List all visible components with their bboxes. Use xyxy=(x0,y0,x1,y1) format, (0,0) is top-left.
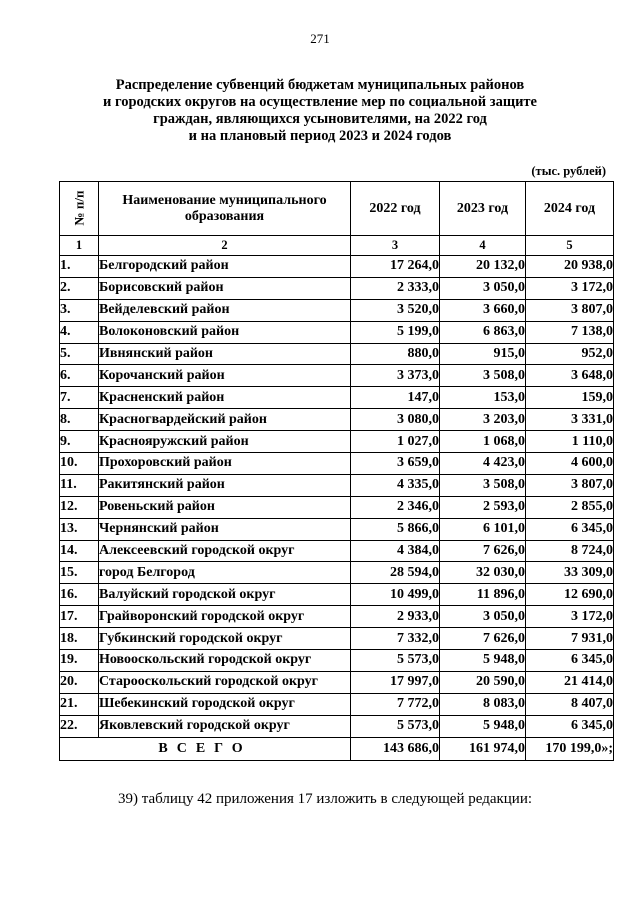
header-2023: 2023 год xyxy=(440,182,526,236)
value-2022: 3 080,0 xyxy=(351,409,440,431)
municipality-name: Краснояружский район xyxy=(99,431,351,453)
row-number: 22. xyxy=(60,715,99,737)
row-number: 15. xyxy=(60,562,99,584)
column-number: 5 xyxy=(526,236,614,256)
value-2024: 3 648,0 xyxy=(526,365,614,387)
value-2023: 5 948,0 xyxy=(440,650,526,672)
value-2024: 12 690,0 xyxy=(526,584,614,606)
value-2023: 8 083,0 xyxy=(440,693,526,715)
table-row xyxy=(60,474,614,496)
column-number: 2 xyxy=(99,236,351,256)
header-2024: 2024 год xyxy=(526,182,614,236)
value-2024: 20 938,0 xyxy=(526,256,614,278)
value-2022: 4 384,0 xyxy=(351,540,440,562)
value-2022: 7 772,0 xyxy=(351,693,440,715)
row-number: 12. xyxy=(60,496,99,518)
value-2024: 6 345,0 xyxy=(526,715,614,737)
table-row xyxy=(60,321,614,343)
municipality-name: Борисовский район xyxy=(99,277,351,299)
table-row xyxy=(60,540,614,562)
value-2022: 5 199,0 xyxy=(351,321,440,343)
value-2024: 7 138,0 xyxy=(526,321,614,343)
municipality-name: Чернянский район xyxy=(99,518,351,540)
table-row xyxy=(60,562,614,584)
total-row xyxy=(60,737,614,760)
title-line: и на плановый период 2023 и 2024 годов xyxy=(188,128,452,144)
value-2024: 3 172,0 xyxy=(526,606,614,628)
value-2024: 8 724,0 xyxy=(526,540,614,562)
table-row xyxy=(60,365,614,387)
table-row xyxy=(60,343,614,365)
table-row xyxy=(60,693,614,715)
table-row xyxy=(60,650,614,672)
value-2022: 2 346,0 xyxy=(351,496,440,518)
value-2023: 7 626,0 xyxy=(440,540,526,562)
value-2023: 3 203,0 xyxy=(440,409,526,431)
value-2023: 3 508,0 xyxy=(440,365,526,387)
table-row xyxy=(60,671,614,693)
value-2023: 2 593,0 xyxy=(440,496,526,518)
value-2024: 6 345,0 xyxy=(526,650,614,672)
value-2024: 159,0 xyxy=(526,387,614,409)
value-2024: 4 600,0 xyxy=(526,453,614,475)
municipality-name: Белгородский район xyxy=(99,256,351,278)
row-number: 10. xyxy=(60,453,99,475)
row-number: 9. xyxy=(60,431,99,453)
table-row xyxy=(60,584,614,606)
value-2023: 32 030,0 xyxy=(440,562,526,584)
value-2022: 7 332,0 xyxy=(351,628,440,650)
header-name: Наименование муниципального образования xyxy=(99,182,351,236)
table-row xyxy=(60,453,614,475)
table-row xyxy=(60,628,614,650)
row-number: 18. xyxy=(60,628,99,650)
row-number: 3. xyxy=(60,299,99,321)
value-2024: 3 331,0 xyxy=(526,409,614,431)
value-2024: 2 855,0 xyxy=(526,496,614,518)
table-row xyxy=(60,518,614,540)
value-2024: 21 414,0 xyxy=(526,671,614,693)
value-2022: 1 027,0 xyxy=(351,431,440,453)
municipality-name: Корочанский район xyxy=(99,365,351,387)
table-body xyxy=(60,256,614,738)
value-2023: 7 626,0 xyxy=(440,628,526,650)
value-2023: 5 948,0 xyxy=(440,715,526,737)
municipality-name: Ракитянский район xyxy=(99,474,351,496)
value-2023: 3 050,0 xyxy=(440,277,526,299)
value-2022: 3 373,0 xyxy=(351,365,440,387)
row-number: 2. xyxy=(60,277,99,299)
subvention-table xyxy=(59,181,614,761)
value-2024: 3 807,0 xyxy=(526,474,614,496)
table-row xyxy=(60,387,614,409)
total-label: ВСЕГО xyxy=(60,737,351,760)
column-number: 3 xyxy=(351,236,440,256)
row-number: 13. xyxy=(60,518,99,540)
table-row xyxy=(60,496,614,518)
value-2022: 3 659,0 xyxy=(351,453,440,475)
column-number-row xyxy=(60,236,614,256)
value-2023: 6 101,0 xyxy=(440,518,526,540)
total-2023: 161 974,0 xyxy=(440,737,526,760)
row-number: 6. xyxy=(60,365,99,387)
table-row xyxy=(60,277,614,299)
footer-text: 39) таблицу 42 приложения 17 изложить в следующей редакции: xyxy=(118,791,533,807)
value-2023: 3 660,0 xyxy=(440,299,526,321)
title-line: и городских округов на осуществление мер по социальной защите xyxy=(103,94,537,110)
units-label: (тыс. рублей) xyxy=(531,164,606,178)
municipality-name: Губкинский городской округ xyxy=(99,628,351,650)
row-number: 11. xyxy=(60,474,99,496)
value-2022: 5 866,0 xyxy=(351,518,440,540)
header-num: № п/п xyxy=(60,182,99,236)
row-number: 20. xyxy=(60,671,99,693)
row-number: 17. xyxy=(60,606,99,628)
value-2022: 5 573,0 xyxy=(351,650,440,672)
value-2023: 3 508,0 xyxy=(440,474,526,496)
value-2022: 5 573,0 xyxy=(351,715,440,737)
value-2023: 6 863,0 xyxy=(440,321,526,343)
value-2022: 3 520,0 xyxy=(351,299,440,321)
value-2022: 2 933,0 xyxy=(351,606,440,628)
municipality-name: Вейделевский район xyxy=(99,299,351,321)
municipality-name: Алексеевский городской округ xyxy=(99,540,351,562)
municipality-name: Ивнянский район xyxy=(99,343,351,365)
title-line: Распределение субвенций бюджетам муниципальных районов xyxy=(115,77,525,93)
value-2023: 20 132,0 xyxy=(440,256,526,278)
value-2024: 952,0 xyxy=(526,343,614,365)
value-2024: 8 407,0 xyxy=(526,693,614,715)
row-number: 8. xyxy=(60,409,99,431)
header-2022: 2022 год xyxy=(351,182,440,236)
table-header-row xyxy=(60,182,614,236)
row-number: 14. xyxy=(60,540,99,562)
value-2024: 33 309,0 xyxy=(526,562,614,584)
table-row xyxy=(60,409,614,431)
table-row xyxy=(60,256,614,278)
page-number: 271 xyxy=(310,31,330,46)
value-2024: 1 110,0 xyxy=(526,431,614,453)
row-number: 1. xyxy=(60,256,99,278)
municipality-name: Красненский район xyxy=(99,387,351,409)
municipality-name: Прохоровский район xyxy=(99,453,351,475)
municipality-name: Красногвардейский район xyxy=(99,409,351,431)
row-number: 21. xyxy=(60,693,99,715)
municipality-name: Ровеньский район xyxy=(99,496,351,518)
column-number: 4 xyxy=(440,236,526,256)
table-row xyxy=(60,715,614,737)
municipality-name: Новооскольский городской округ xyxy=(99,650,351,672)
value-2022: 147,0 xyxy=(351,387,440,409)
value-2022: 4 335,0 xyxy=(351,474,440,496)
row-number: 7. xyxy=(60,387,99,409)
municipality-name: город Белгород xyxy=(99,562,351,584)
value-2023: 153,0 xyxy=(440,387,526,409)
total-2024: 170 199,0»; xyxy=(526,737,614,760)
value-2024: 3 807,0 xyxy=(526,299,614,321)
table-row xyxy=(60,431,614,453)
value-2022: 28 594,0 xyxy=(351,562,440,584)
value-2024: 6 345,0 xyxy=(526,518,614,540)
value-2022: 2 333,0 xyxy=(351,277,440,299)
column-number: 1 xyxy=(60,236,99,256)
row-number: 16. xyxy=(60,584,99,606)
value-2022: 880,0 xyxy=(351,343,440,365)
municipality-name: Волоконовский район xyxy=(99,321,351,343)
value-2022: 10 499,0 xyxy=(351,584,440,606)
table-row xyxy=(60,606,614,628)
value-2023: 1 068,0 xyxy=(440,431,526,453)
value-2023: 915,0 xyxy=(440,343,526,365)
municipality-name: Грайворонский городской округ xyxy=(99,606,351,628)
value-2023: 11 896,0 xyxy=(440,584,526,606)
municipality-name: Яковлевский городской округ xyxy=(99,715,351,737)
value-2024: 7 931,0 xyxy=(526,628,614,650)
value-2024: 3 172,0 xyxy=(526,277,614,299)
value-2023: 4 423,0 xyxy=(440,453,526,475)
municipality-name: Шебекинский городской округ xyxy=(99,693,351,715)
table-row xyxy=(60,299,614,321)
total-2022: 143 686,0 xyxy=(351,737,440,760)
title-line: граждан, являющихся усыновителями, на 2022 год xyxy=(153,111,487,127)
municipality-name: Валуйский городской округ xyxy=(99,584,351,606)
row-number: 5. xyxy=(60,343,99,365)
row-number: 19. xyxy=(60,650,99,672)
value-2023: 20 590,0 xyxy=(440,671,526,693)
value-2022: 17 997,0 xyxy=(351,671,440,693)
row-number: 4. xyxy=(60,321,99,343)
document-title xyxy=(60,77,580,145)
municipality-name: Старооскольский городской округ xyxy=(99,671,351,693)
value-2023: 3 050,0 xyxy=(440,606,526,628)
value-2022: 17 264,0 xyxy=(351,256,440,278)
